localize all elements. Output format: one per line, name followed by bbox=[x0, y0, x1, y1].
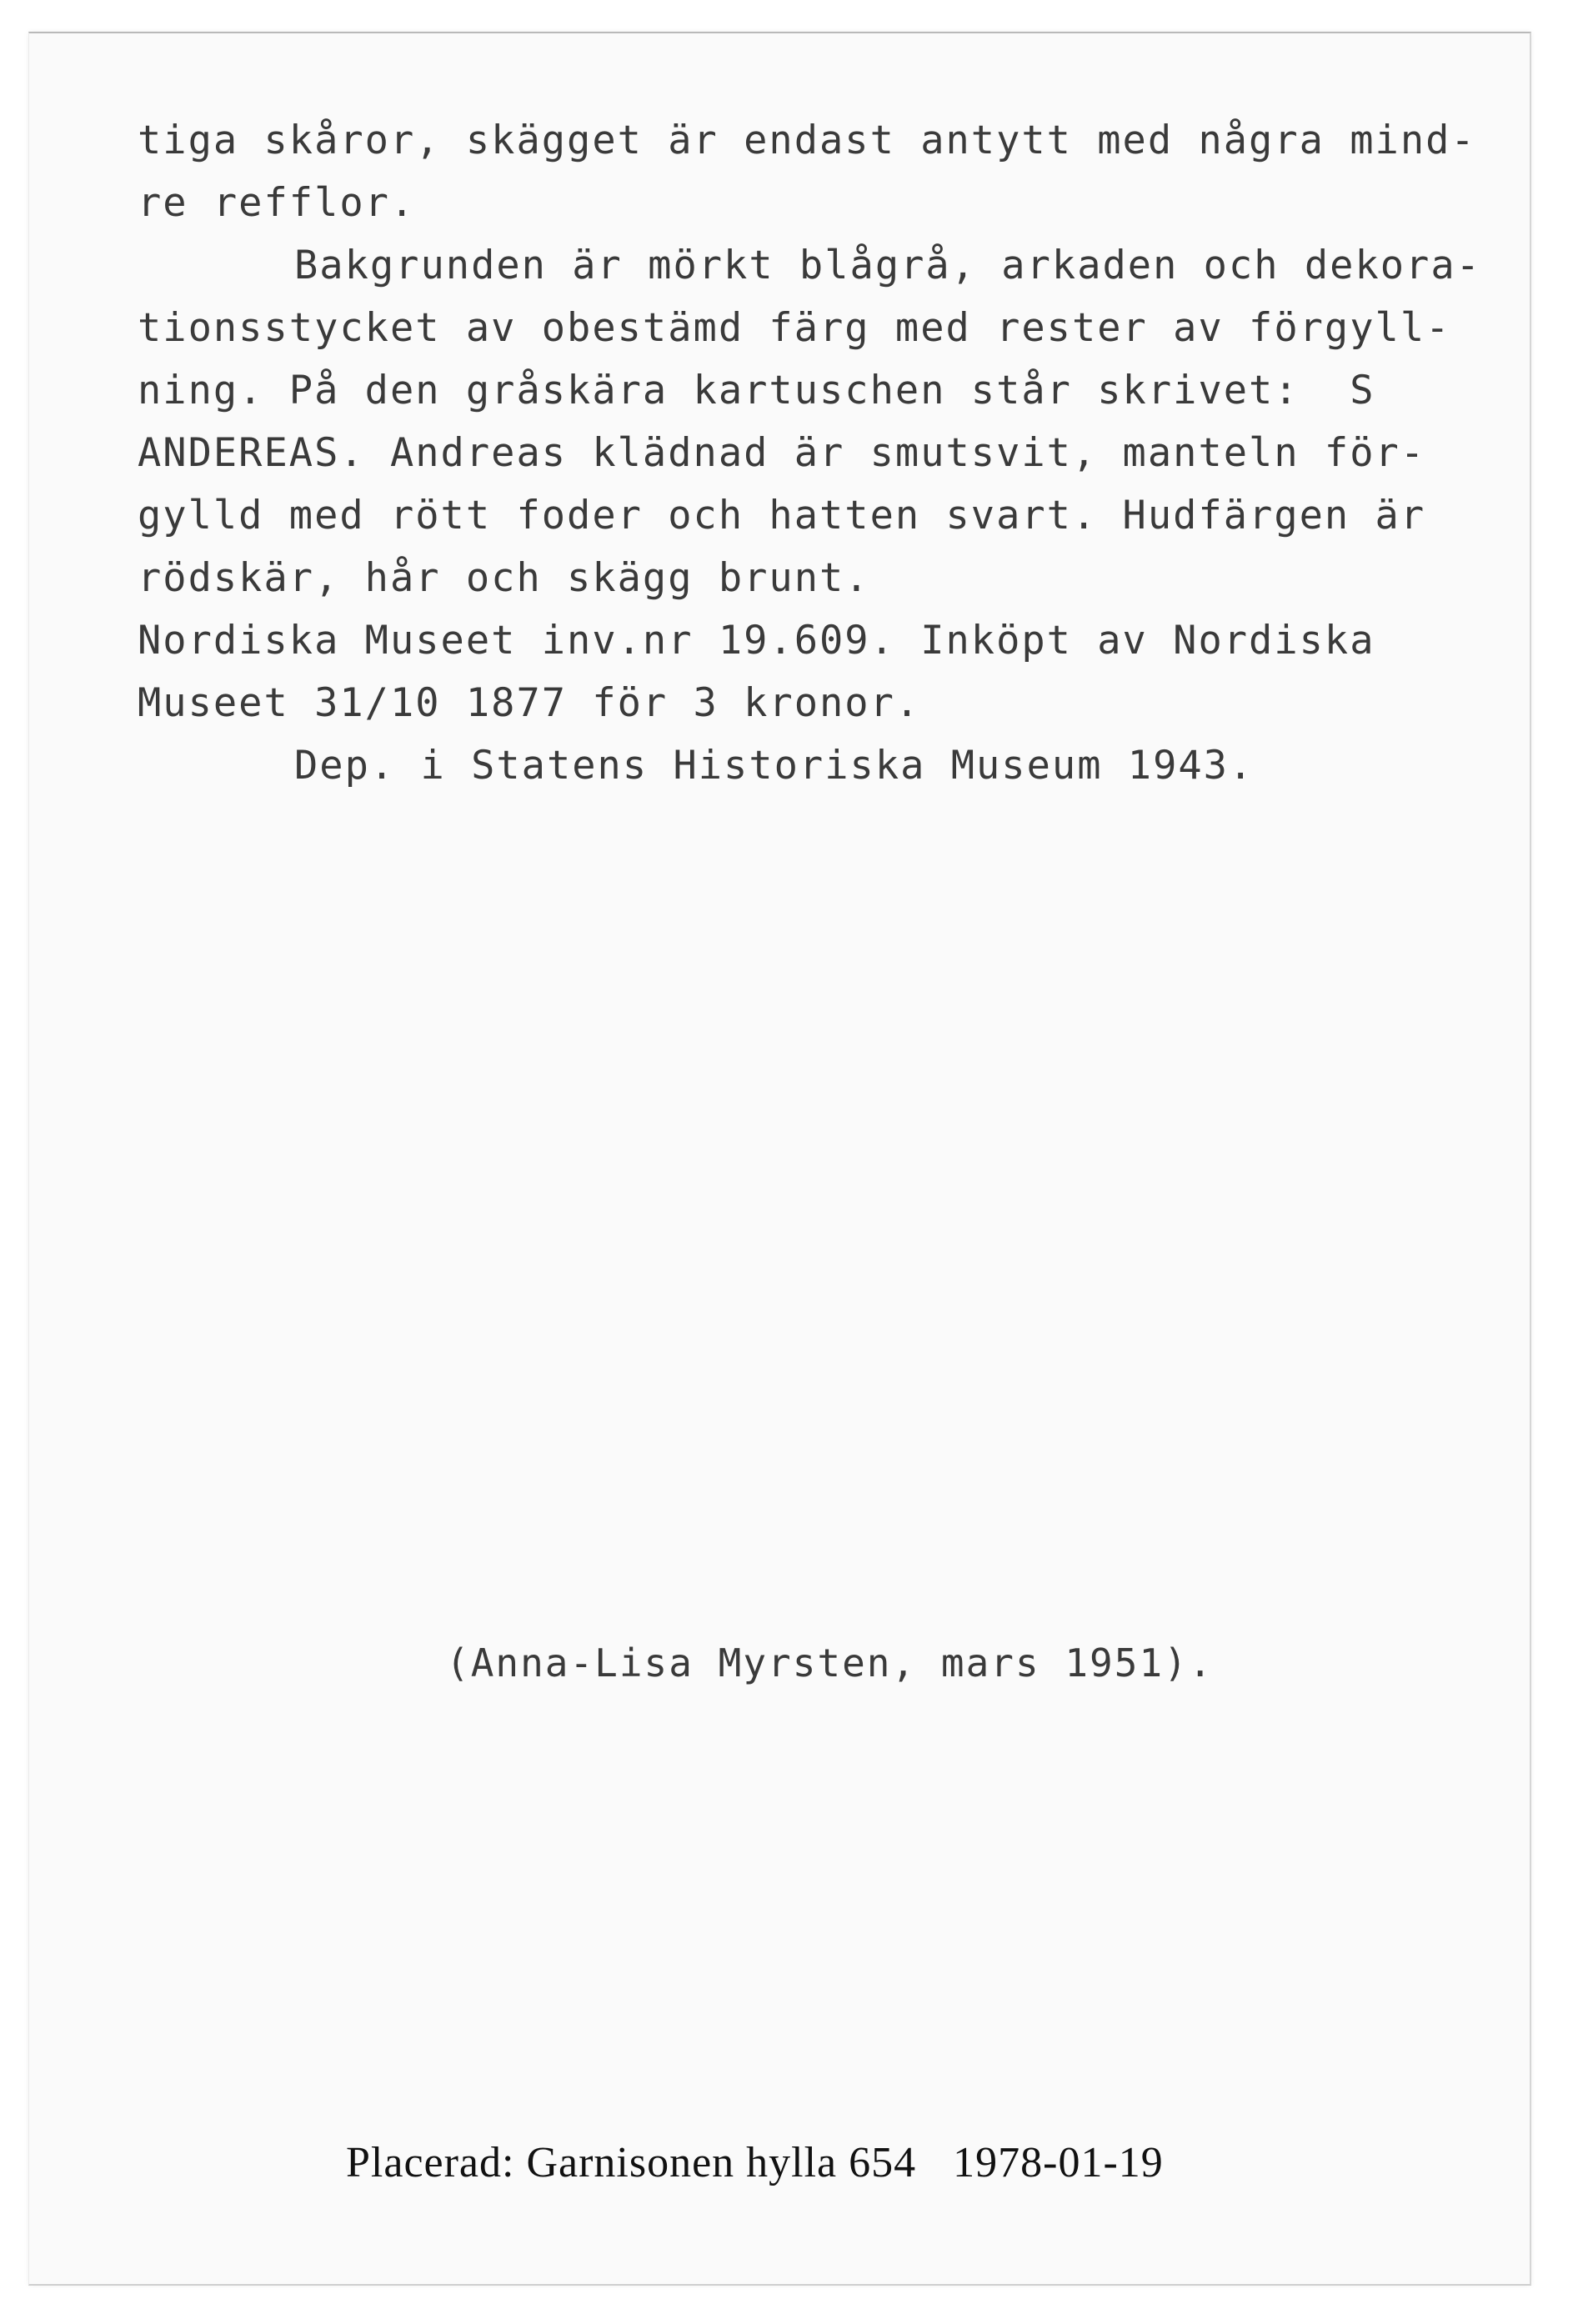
text-line: Museet 31/10 1877 för 3 kronor. bbox=[138, 680, 921, 726]
text-line: tionsstycket av obestämd färg med rester av förgyll- bbox=[138, 305, 1451, 351]
text-line: ning. På den gråskära kartuschen står skrivet: S bbox=[138, 368, 1375, 413]
text-line: re refflor. bbox=[138, 180, 416, 226]
author-signature: (Anna-Lisa Myrsten, mars 1951). bbox=[446, 1640, 1214, 1685]
text-line: gylld med rött foder och hatten svart. Hudfärgen är bbox=[138, 493, 1426, 538]
placement-date: 1978-01-19 bbox=[953, 2139, 1164, 2186]
placement-stamp bbox=[346, 2138, 1164, 2187]
text-line: ANDEREAS. Andreas klädnad är smutsvit, manteln för- bbox=[138, 430, 1426, 476]
catalog-card bbox=[28, 32, 1531, 2286]
text-line: Bakgrunden är mörkt blågrå, arkaden och dekora- bbox=[294, 243, 1481, 288]
placement-text: Placerad: Garnisonen hylla 654 bbox=[346, 2139, 917, 2186]
typed-description bbox=[29, 33, 1530, 789]
text-line: Dep. i Statens Historiska Museum 1943. bbox=[294, 743, 1255, 789]
text-line: Nordiska Museet inv.nr 19.609. Inköpt av Nordiska bbox=[138, 618, 1375, 664]
text-line: rödskär, hår och skägg brunt. bbox=[138, 555, 870, 601]
text-line: tiga skåror, skägget är endast antytt med några mind- bbox=[138, 118, 1476, 163]
